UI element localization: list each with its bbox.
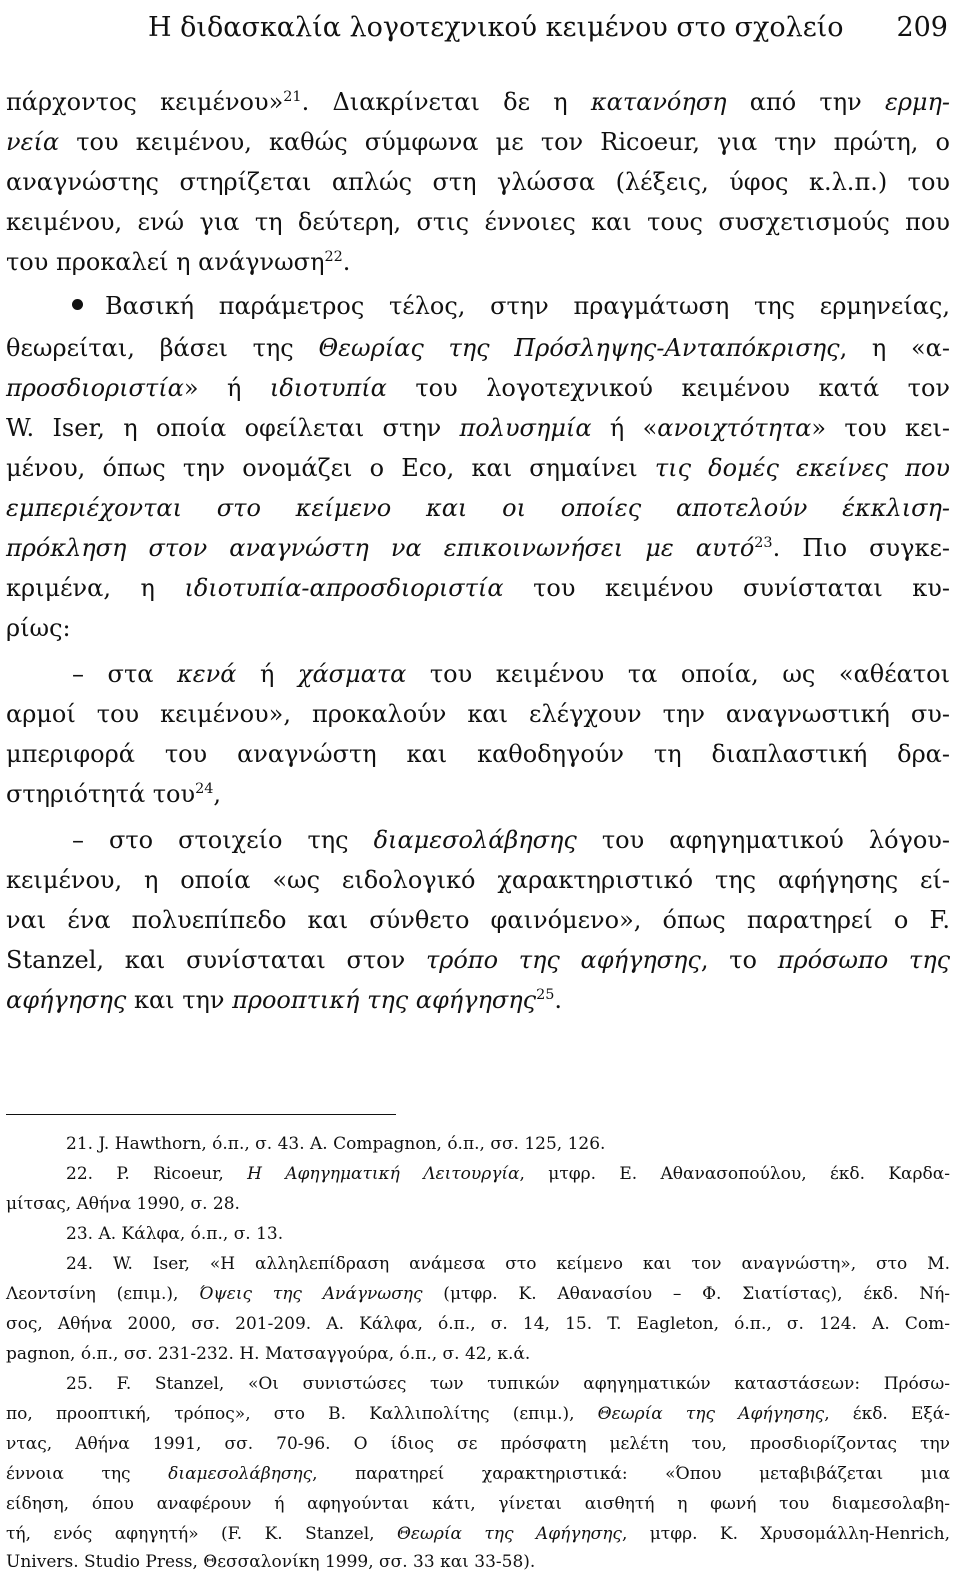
emphasis-text: εμπεριέχονται στο κείμενο και οι οποίες αποτελούν έκκλιση- [6, 494, 950, 522]
emphasis-text: τρόπο της αφήγησης [425, 946, 701, 974]
body-line: μπεριφορά του αναγνώστη και καθοδηγούν τη διαπλαστική δρα- [6, 740, 950, 768]
text-span: του κειμένου τα οποία, ως «αθέατοι [406, 660, 951, 688]
body-line: κειμένου, ενώ για τη δεύτερη, στις έννοιες και τους συσχετισμούς που [6, 208, 950, 236]
text-span: 22. P. Ricoeur, [66, 1164, 248, 1184]
body-line [72, 292, 950, 320]
footnote-21: 21. J. Hawthorn, ό.π., σ. 43. A. Compagnon, ό.π., σσ. 125, 126. [66, 1134, 606, 1154]
footnote-line: ντας, Αθήνα 1991, σσ. 70-96. Ο ίδιος σε πρόσφατη μελέτη του, προσδιορίζοντας την [6, 1434, 950, 1454]
emphasis-text: προοπτική της αφήγησης [232, 986, 537, 1014]
body-line [6, 414, 950, 442]
body-line [6, 248, 950, 276]
body-line [6, 454, 950, 482]
emphasis-text: ιδιοτυπία [269, 374, 387, 402]
footnote-divider [6, 1114, 396, 1115]
text-span: από την [726, 88, 885, 116]
text-span: » ή [183, 374, 270, 402]
text-span: έννοια της [6, 1464, 169, 1484]
footnote-line: pagnon, ό.π., σσ. 231-232. Η. Ματσαγγούρα, ό.π., σ. 42, κ.ά. [6, 1344, 531, 1364]
emphasis-text: πρόσωπο της [777, 946, 951, 974]
text-span: του κειμένου, καθώς σύμφωνα με τον Ricoeur, για την πρώτη, ο [59, 128, 950, 156]
emphasis-text: κατανόηση [590, 88, 727, 116]
text-span: του λογοτεχνικού κειμένου κατά τον [386, 374, 950, 402]
page-number: 209 [896, 12, 948, 43]
running-header [148, 8, 948, 48]
text-span: , μτφρ. Κ. Χρυσομάλλη-Henrich, [621, 1524, 950, 1544]
text-span: » του κει- [811, 414, 950, 442]
footnote-ref-22: 22 [324, 249, 343, 265]
text-span: – στο στοιχείο της [72, 826, 374, 854]
text-span: ή « [591, 414, 658, 442]
text-span: Stanzel, και συνίσταται στον [6, 946, 426, 974]
body-line [6, 494, 950, 522]
body-line: ναι ένα πολυεπίπεδο και σύνθετο φαινόμενο», όπως παρατηρεί ο F. [6, 906, 950, 934]
emphasis-text: διαμεσολάβησης [168, 1464, 313, 1484]
footnote-line [6, 1464, 950, 1484]
text-span: μένου, όπως την ονομάζει ο Eco, και σημαίνει [6, 454, 655, 482]
footnote-ref-21: 21 [283, 89, 302, 105]
footnote-line: σος, Αθήνα 2000, σσ. 201-209. Α. Κάλφα, ό.π., σ. 14, 15. T. Eagleton, ό.π., σ. 124. A. Com- [6, 1314, 950, 1334]
text-span: Λεοντσίνη (επιμ.), [6, 1284, 200, 1304]
body-line: ρίως: [6, 614, 71, 642]
footnote-line [6, 1404, 950, 1424]
emphasis-text: ερμη- [884, 88, 951, 116]
text-span: του προκαλεί η ανάγνωση [6, 248, 325, 276]
text-span: τή, ενός αφηγητή» (F. K. Stanzel, [6, 1524, 397, 1544]
text-span: . Διακρίνεται δε η [301, 88, 591, 116]
footnote-22 [66, 1164, 950, 1184]
footnote-line: Univers. Studio Press, Θεσσαλονίκη 1999, σσ. 33 και 33-58). [6, 1552, 536, 1572]
emphasis-text: πολυσημία [459, 414, 592, 442]
footnote-ref-23: 23 [754, 535, 773, 551]
text-span: κριμένα, η [6, 574, 185, 602]
emphasis-text: κενά [176, 660, 237, 688]
body-line [6, 946, 950, 974]
text-span: στηριότητά του [6, 780, 196, 808]
emphasis-text: Θεωρία της Αφήγησης [597, 1404, 825, 1424]
text-span: . Πιο συγκε- [772, 534, 950, 562]
body-line [72, 660, 950, 688]
text-span: πο, προοπτική, τρόπος», στο Β. Καλλιπολίτης (επιμ.), [6, 1404, 598, 1424]
emphasis-text: προσδιοριστία [6, 374, 184, 402]
footnote-line: μίτσας, Αθήνα 1990, σ. 28. [6, 1194, 240, 1214]
body-line: αρμοί του κειμένου», προκαλούν και ελέγχουν την αναγνωστική συ- [6, 700, 950, 728]
text-span: Βασική παράμετρος τέλος, στην πραγμάτωση της ερμηνείας, [105, 292, 950, 320]
emphasis-text: τις δομές εκείνες που [654, 454, 950, 482]
bullet-icon [72, 299, 83, 310]
text-span: θεωρείται, βάσει της [6, 334, 319, 362]
text-span: του κειμένου συνίσταται κυ- [503, 574, 950, 602]
text-span: W. Iser, η οποία οφείλεται στην [6, 414, 460, 442]
footnote-25: 25. F. Stanzel, «Οι συνιστώσες των τυπικών αφηγηματικών καταστάσεων: Πρόσω- [66, 1374, 950, 1394]
footnote-23: 23. Α. Κάλφα, ό.π., σ. 13. [66, 1224, 284, 1244]
emphasis-text: Θεωρία της Αφήγησης [396, 1524, 622, 1544]
text-span: και την [126, 986, 233, 1014]
emphasis-text: χάσματα [297, 660, 407, 688]
emphasis-text: Θεωρίας της Πρόσληψης-Ανταπόκρισης [318, 334, 840, 362]
footnote-ref-24: 24 [195, 781, 214, 797]
running-title: Η διδασκαλία λογοτεχνικού κειμένου στο σχολείο [148, 12, 844, 43]
body-line [6, 128, 950, 156]
text-span: , το [700, 946, 778, 974]
footnote-line [6, 1284, 950, 1304]
body-line [6, 780, 950, 808]
emphasis-text: διαμεσολάβησης [373, 826, 577, 854]
text-span: πάρχοντος κειμένου» [6, 88, 284, 116]
text-span: ή [236, 660, 298, 688]
text-span: , η «α- [839, 334, 950, 362]
text-span: . [342, 248, 351, 276]
text-span: . [554, 986, 563, 1014]
emphasis-text: ανοιχτότητα [657, 414, 812, 442]
footnote-ref-25: 25 [536, 987, 555, 1003]
body-line: κειμένου, η οποία «ως ειδολογικό χαρακτηριστικό της αφήγησης εί- [6, 866, 950, 894]
footnote-24: 24. W. Iser, «Η αλληλεπίδραση ανάμεσα στο κείμενο και τον αναγνώστη», στο Μ. [66, 1254, 950, 1274]
body-line: αναγνώστης στηρίζεται απλώς στη γλώσσα (λέξεις, ύφος κ.λ.π.) του [6, 168, 950, 196]
body-line [6, 374, 950, 402]
emphasis-text: Η Αφηγηματική Λειτουργία [247, 1164, 520, 1184]
footnote-line [6, 1524, 950, 1544]
body-line [6, 574, 950, 602]
text-span: του αφηγηματικού λόγου- [576, 826, 951, 854]
emphasis-text: πρόκληση στον αναγνώστη να επικοινωνήσει με αυτό [6, 534, 755, 562]
text-span: , παρατηρεί χαρακτηριστικά: «Όπου μεταβιβάζεται μια [312, 1464, 950, 1484]
body-line [6, 986, 950, 1014]
emphasis-text: ιδιοτυπία-απροσδιοριστία [184, 574, 504, 602]
footnote-line: είδηση, όπου αναφέρουν ή αφηγούνται κάτι, γίνεται αισθητή η φωνή του διαμεσολαβη- [6, 1494, 950, 1514]
text-span: , έκδ. Εξά- [824, 1404, 950, 1424]
body-line [6, 334, 950, 362]
emphasis-text: Όψεις της Ανάγνωσης [199, 1284, 423, 1304]
body-line [6, 534, 950, 562]
body-line [72, 826, 950, 854]
emphasis-text: νεία [6, 128, 60, 156]
text-span: – στα [72, 660, 177, 688]
emphasis-text: αφήγησης [6, 986, 127, 1014]
text-span: (μτφρ. Κ. Αθανασίου – Φ. Σιατίστας), έκδ. Νή- [422, 1284, 950, 1304]
text-span: , [213, 780, 222, 808]
text-span: , μτφρ. Ε. Αθανασοπούλου, έκδ. Καρδα- [519, 1164, 950, 1184]
body-line [6, 88, 950, 116]
